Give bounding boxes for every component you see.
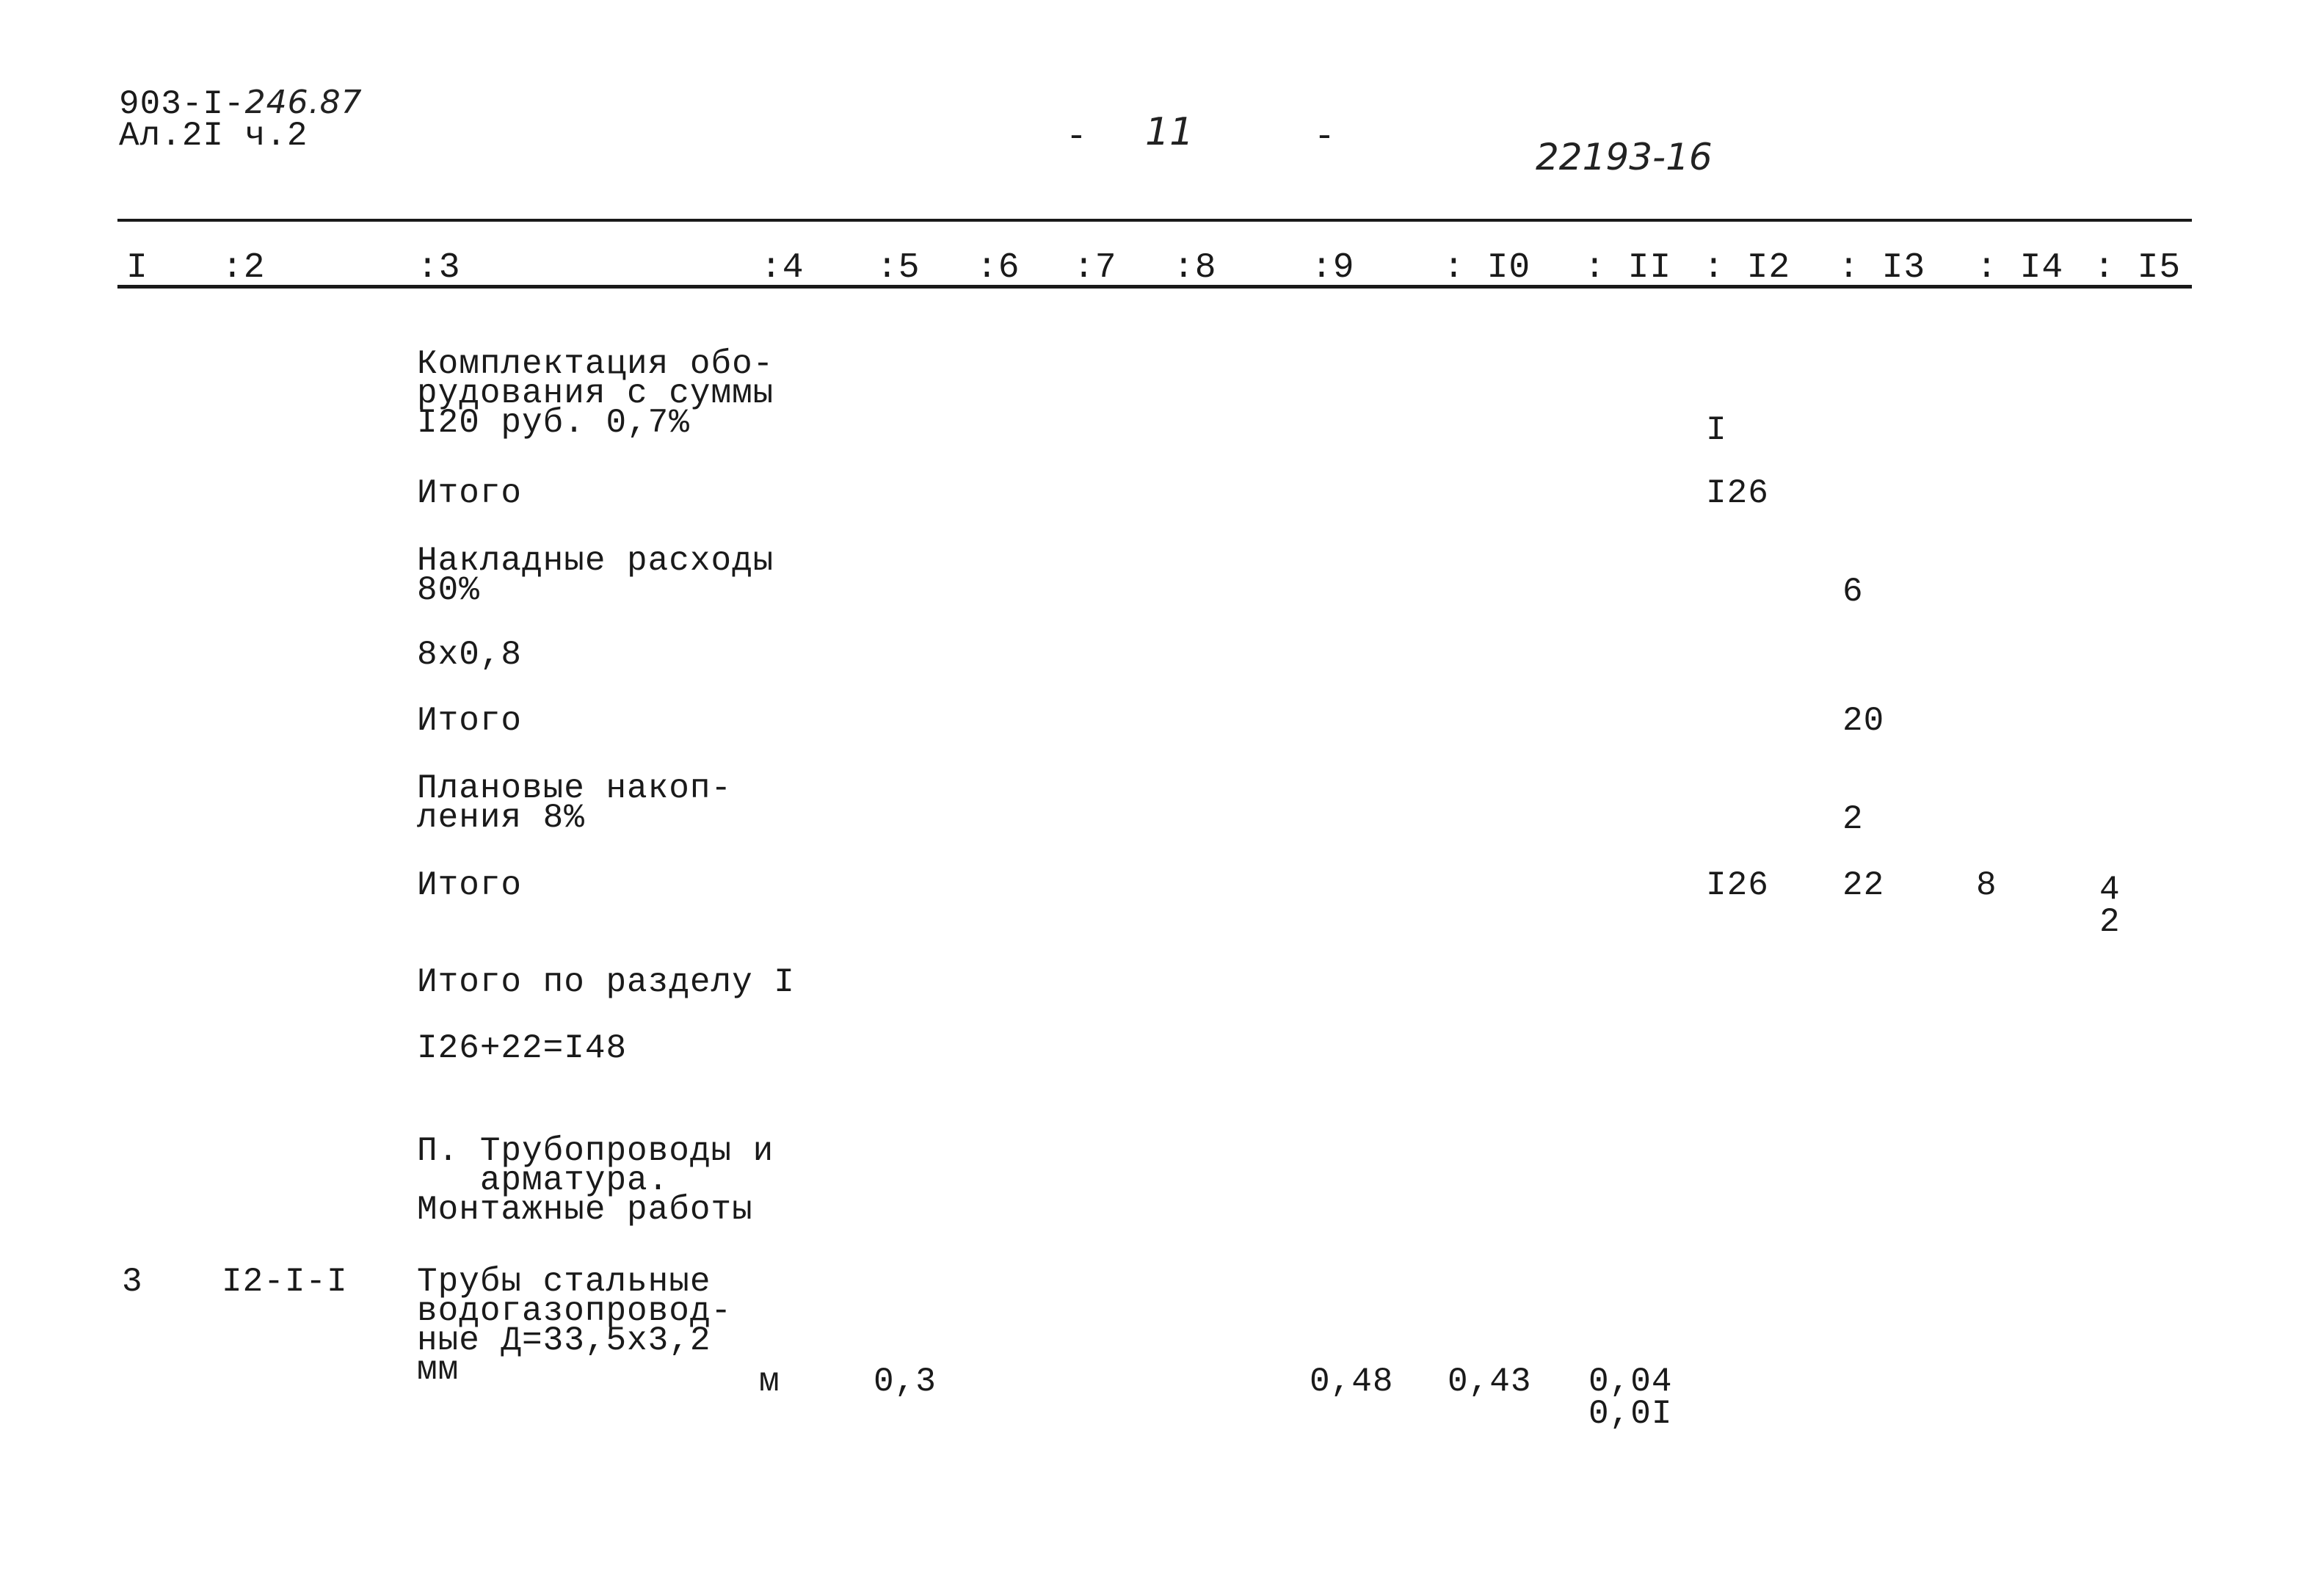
row-equipment-text: Комплектация обо- рудования с суммы I20 руб. 0,7% [417, 345, 774, 442]
column-6: :6 [976, 248, 1020, 288]
item-3-number: 3 [122, 1263, 143, 1301]
item-3-col11-bottom: 0,0I [1588, 1395, 1673, 1433]
column-10: : I0 [1443, 248, 1531, 288]
column-13: : I3 [1838, 248, 1926, 288]
document-code-printed: 903-I- [119, 85, 245, 123]
column-7: :7 [1073, 248, 1117, 288]
section-ii-heading: П. Трубопроводы и арматура. Монтажные работы [417, 1132, 774, 1229]
album-label: Ал.2I ч.2 [119, 117, 308, 155]
page-dash-right: - [1314, 117, 1336, 157]
item-3-col9: 0,48 [1310, 1363, 1394, 1401]
column-12: : I2 [1703, 248, 1791, 288]
item-3-col5: 0,3 [874, 1363, 937, 1401]
row-total-2-text: Итого [417, 702, 523, 740]
column-8: :8 [1173, 248, 1217, 288]
row-total-3-text: Итого [417, 866, 523, 904]
column-1: I [126, 248, 148, 288]
row-total-2-col13: 20 [1842, 702, 1885, 740]
column-4: :4 [760, 248, 805, 288]
row-total-3-col15-top: 4 [2099, 871, 2121, 909]
item-3-unit: м [759, 1363, 780, 1401]
sheet-number: 22193-16 [1536, 136, 1713, 178]
page-number: 11 [1145, 110, 1194, 154]
column-2: :2 [222, 248, 266, 288]
row-total-3-col13: 22 [1842, 866, 1885, 904]
item-3-col11-top: 0,04 [1588, 1363, 1673, 1401]
column-5: :5 [876, 248, 920, 288]
column-14: : I4 [1976, 248, 2064, 288]
row-total-3-col12: I26 [1706, 866, 1769, 904]
row-total-1-col12: I26 [1706, 474, 1769, 512]
row-equipment-col12: I [1706, 411, 1727, 449]
item-3-text: Трубы стальные водогазопровод- ные Д=33,5х3,2 мм [417, 1263, 733, 1389]
row-section-total-text: Итого по разделу I [417, 963, 795, 1001]
item-3-code: I2-I-I [222, 1263, 348, 1301]
row-savings-col13: 2 [1842, 800, 1864, 838]
row-savings-text: Плановые накоп- ления 8% [417, 769, 733, 837]
row-total-3-col14: 8 [1976, 866, 1997, 904]
column-9: :9 [1311, 248, 1355, 288]
header-top-rule [117, 219, 2192, 222]
column-3: :3 [417, 248, 461, 288]
row-overhead-col13: 6 [1842, 573, 1864, 611]
row-total-1-text: Итого [417, 474, 523, 512]
column-15: : I5 [2094, 248, 2182, 288]
row-total-3-col15-bottom: 2 [2099, 903, 2121, 941]
column-11: : II [1584, 248, 1672, 288]
page-dash-left: - [1066, 117, 1088, 157]
row-overhead-calc: 8х0,8 [417, 636, 523, 674]
document-code-handwritten: 246.87 [244, 84, 363, 121]
row-overhead-text: Накладные расходы 80% [417, 542, 774, 609]
item-3-col10: 0,43 [1448, 1363, 1532, 1401]
row-section-total-calc: I26+22=I48 [417, 1029, 628, 1067]
document-code [119, 84, 363, 123]
